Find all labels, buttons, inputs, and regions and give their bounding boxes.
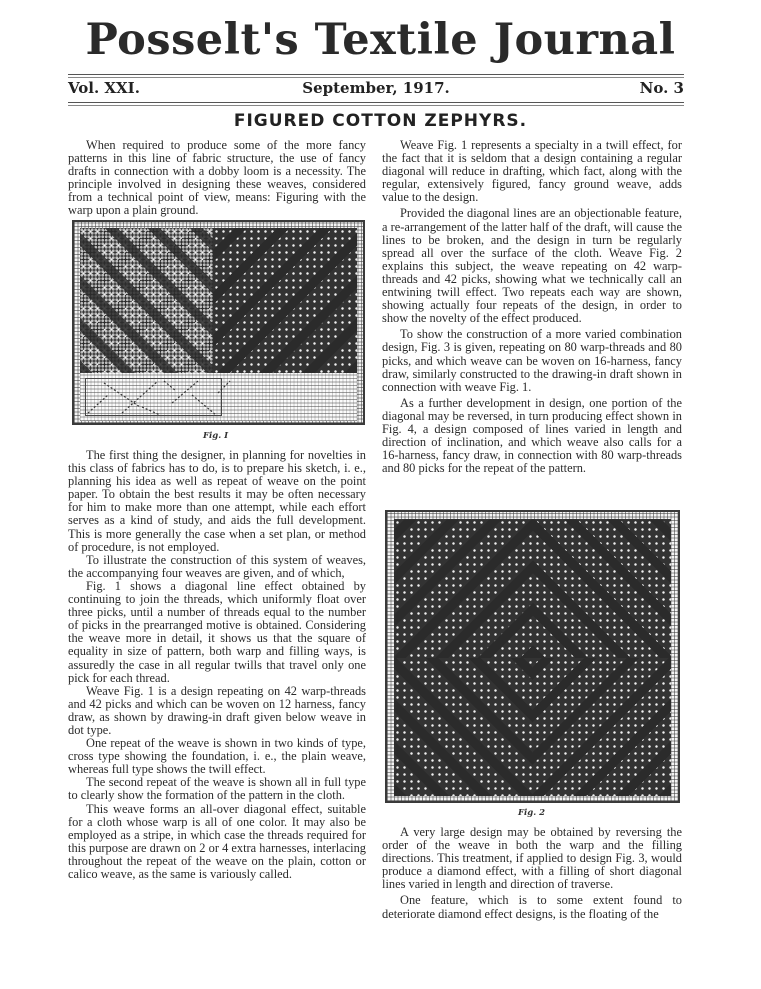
issue-bar bbox=[68, 79, 684, 99]
fig1-weave-pattern bbox=[80, 228, 357, 373]
paragraph: Provided the diagonal lines are an objectionable feature, a re-arrangement of the latter half of the draft, will cause the lines to be broken, and the design in turn be regularly spread all over the surface of the cloth. Weave Fig. 2 explains this subject, the weave repeating on 42 warp-threads and 42 picks, showing what we technically call an entwining twill effect. Two repeats each way are shown, showing actually four repeats of the design, in order to show the novelty of the effect produced. bbox=[382, 206, 682, 326]
figure-1-caption: Fig. I bbox=[203, 431, 229, 441]
issue-date: September, 1917. bbox=[302, 79, 450, 97]
paragraph: To show the construction of a more varied combination design, Fig. 3 is given, repeating on 80 warp-threads and 80 picks, and which weave can be woven on 16-harness, fancy draw, similarly constructed to the drawing-in draft shown in connection with weave Fig. 1. bbox=[382, 327, 682, 394]
fig2-quadrant-tl bbox=[394, 519, 533, 658]
fig1-drawing-in-draft bbox=[80, 373, 357, 421]
fig1-draft-lines bbox=[80, 373, 357, 421]
article-headline: FIGURED COTTON ZEPHYRS. bbox=[233, 111, 528, 131]
issue-number: No. 3 bbox=[639, 79, 684, 97]
left-column-body bbox=[68, 449, 366, 881]
paragraph: Weave Fig. 1 is a design repeating on 42 warp-threads and 42 picks and which can be woven on 12 harness, fancy draw, as shown by drawing-in draft given below weave in dot type. bbox=[68, 683, 366, 737]
figure-1 bbox=[72, 220, 365, 425]
fig2-quadrant-bl bbox=[394, 658, 533, 797]
header-rule-top-thin bbox=[68, 77, 684, 78]
volume-label: Vol. XXI. bbox=[68, 79, 140, 97]
right-column-top bbox=[382, 139, 682, 475]
header-rule-bottom bbox=[68, 102, 684, 103]
journal-title: Posselt's Textile Journal bbox=[85, 15, 676, 65]
paragraph: Fig. 1 shows a diagonal line effect obtained by continuing to join the threads, which uniformly float over three picks, until a number of threads equal to the number of picks in the prearranged motive is obtained. Considering the weave more in detail, it shows us that the square of equality in size of pattern, both warp and filling ways, is assuredly the case in all regular twills that travel only one pick for each thread. bbox=[68, 578, 366, 685]
right-column-bottom bbox=[382, 826, 682, 921]
header-rule-top bbox=[68, 74, 684, 75]
paragraph: A very large design may be obtained by reversing the order of the weave in both the warp and the filling directions. This treatment, if applied to design Fig. 3, would produce a diamond effect, with a filling of short diagonal lines varied in length and direction of traverse. bbox=[382, 825, 682, 892]
fig1-twill-cross-stripes bbox=[80, 228, 213, 373]
figure-2-caption: Fig. 2 bbox=[518, 808, 546, 818]
fig2-quadrant-br bbox=[533, 658, 672, 797]
paragraph: The second repeat of the weave is shown all in full type to clearly show the formation of the pattern in the cloth. bbox=[68, 775, 366, 803]
fig2-quadrant-tr bbox=[533, 519, 672, 658]
figure-2 bbox=[385, 510, 680, 803]
paragraph: As a further development in design, one portion of the diagonal may be reversed, in turn producing effect shown in Fig. 4, a design composed of lines varied in length and direction of inclination, and which weave also calls for a 16-harness, fancy draw, in connection with 80 warp-threads and 80 picks for the repeat of the pattern. bbox=[382, 395, 682, 476]
header-rule-bottom-thin bbox=[68, 105, 684, 106]
paragraph: Weave Fig. 1 represents a specialty in a twill effect, for the fact that it is seldom that a design containing a regular diagonal will reduce in drafting, which fact, along with the regular, extensively figured, fancy ground weave, adds value to the design. bbox=[382, 138, 682, 205]
paragraph: When required to produce some of the more fancy patterns in this line of fabric structure, the use of fancy drafts in connection with a dobby loom is a necessity. The principle involved in designing these weaves, considered from a technical point of view, means: Figuring with the warp upon a plain ground. bbox=[68, 138, 366, 218]
paragraph: To illustrate the construction of this system of weaves, the accompanying four weaves are given, and of which, bbox=[68, 552, 366, 580]
paragraph: One feature, which is to some extent found to deteriorate diamond effect designs, is the floating of the bbox=[382, 893, 682, 921]
left-column-intro bbox=[68, 139, 366, 218]
paragraph: The first thing the designer, in planning for novelties in this class of fabrics has to do, is to prepare his sketch, i. e., planning his idea as well as repeat of weave on the point paper. To obtain the best results it may be often necessary for him to make more than one attempt, while each effort serves as a kind of study, and aids the full development. This is more generally the case when a set plan, or method of procedure, is not employed. bbox=[68, 448, 366, 554]
paragraph: One repeat of the weave is shown in two kinds of type, cross type showing the foundation, i. e., the plain weave, whereas full type shows the twill effect. bbox=[68, 736, 366, 777]
paragraph: This weave forms an all-over diagonal effect, suitable for a cloth whose warp is all of one color. It may also be employed as a stripe, in which case the threads required for this purpose are drawn on 2 or 4 extra harnesses, interlacing throughout the repeat of the weave on the plain, cotton or calico weave, as the same is variously called. bbox=[68, 801, 366, 881]
fig2-weave-pattern bbox=[394, 519, 671, 796]
